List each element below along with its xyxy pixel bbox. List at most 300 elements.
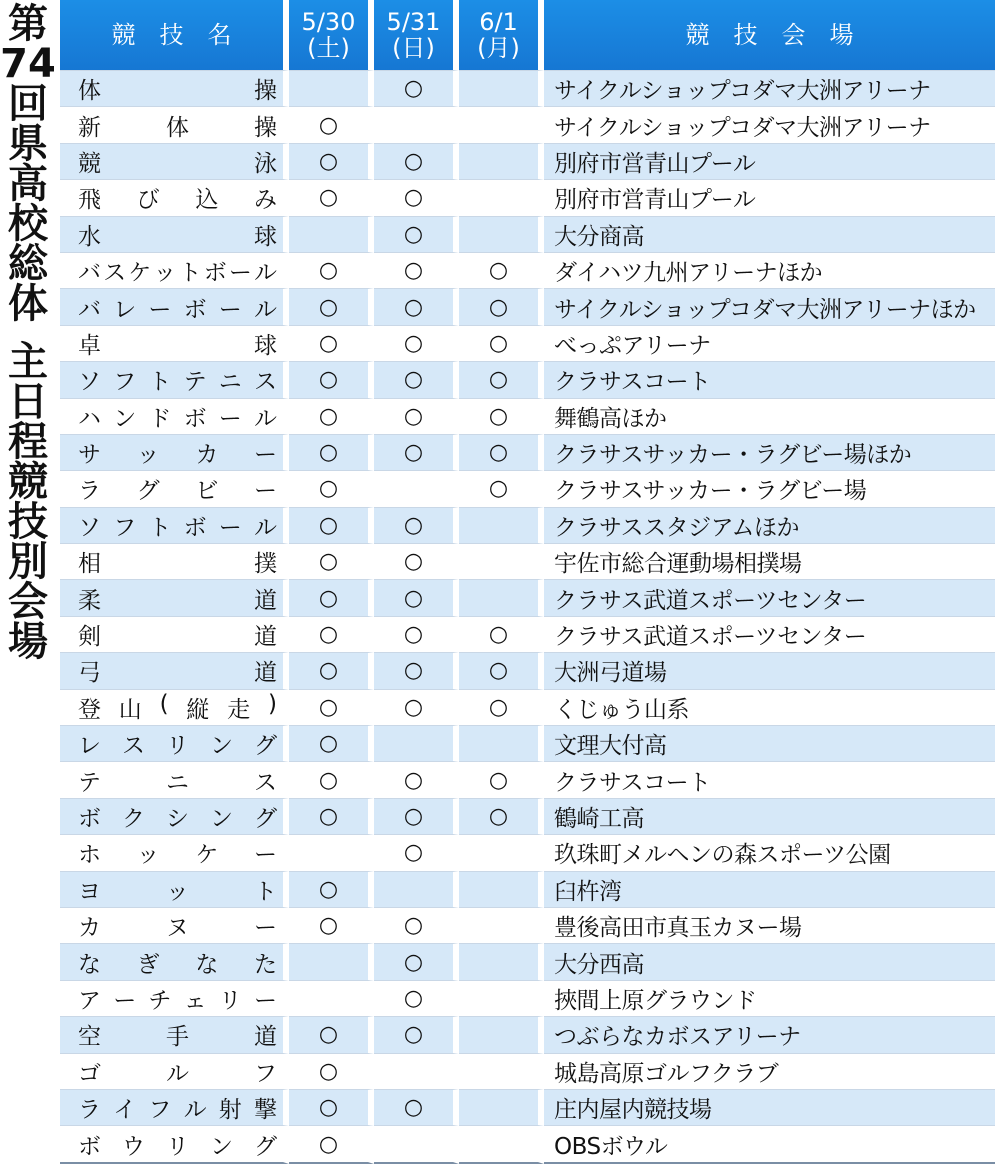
event-name: [60, 761, 289, 797]
event-name: [60, 543, 289, 579]
event-name-char: ボ: [78, 1133, 101, 1160]
table-row: [60, 1053, 995, 1089]
event-name-text: [78, 909, 277, 942]
schedule-table: [60, 0, 995, 1164]
table-row: [60, 507, 995, 543]
event-name-char: 走: [227, 696, 251, 723]
event-name-char: 相: [78, 551, 101, 578]
day-2-mark: ○: [374, 834, 459, 870]
event-name: [60, 179, 289, 215]
event-name-char: リ: [166, 733, 189, 760]
table-row: [60, 871, 995, 907]
day-1-mark: ○: [289, 616, 374, 652]
day-2-mark: ○: [374, 689, 459, 725]
event-name-char: 体: [166, 114, 189, 141]
side-title: [0, 1, 56, 665]
day-3-mark: [459, 725, 544, 761]
day-1-mark: ○: [289, 543, 374, 579]
event-name-char: み: [253, 187, 277, 214]
event-name-text: [78, 545, 277, 578]
table-row: [60, 907, 995, 943]
event-name-text: [78, 291, 277, 324]
table-row: [60, 70, 995, 106]
side-title-char: 日: [8, 379, 48, 425]
event-name-char: フ: [113, 514, 137, 541]
event-name-char: ケ: [195, 842, 219, 869]
event-name-char: た: [253, 951, 277, 978]
event-name-text: [78, 982, 277, 1015]
day-1-mark: ○: [289, 325, 374, 361]
day-3-mark: [459, 106, 544, 142]
table-row: [60, 325, 995, 361]
side-title-char: 場: [8, 619, 48, 665]
venue-name: OBSボウル: [544, 1125, 995, 1163]
event-name: [60, 798, 289, 834]
event-name-char: 撃: [253, 1097, 277, 1124]
table-row: [60, 470, 995, 506]
event-name-text: [78, 436, 277, 469]
event-name-char: ル: [183, 1097, 207, 1124]
event-name: [60, 106, 289, 142]
event-name-char: び: [136, 187, 160, 214]
table-row: [60, 216, 995, 252]
side-title-char: 技: [8, 499, 48, 545]
event-name-char: な: [195, 951, 219, 978]
event-name-char: ト: [254, 878, 277, 905]
day-1-mark: ○: [289, 579, 374, 615]
event-name-char: 操: [254, 78, 277, 105]
venue-name: サイクルショップコダマ大洲アリーナ: [544, 106, 995, 142]
event-name-char: ケ: [128, 260, 152, 287]
header-row: [60, 0, 995, 70]
table-row: [60, 689, 995, 725]
side-title-char: 会: [8, 579, 48, 625]
event-name-char: イ: [113, 1097, 137, 1124]
day-2-mark: [374, 106, 459, 142]
day-1-mark: ○: [289, 1125, 374, 1163]
header-day-weekday: (月): [477, 34, 520, 62]
event-name-char: ェ: [183, 987, 207, 1014]
table-row: [60, 652, 995, 688]
day-1-mark: ○: [289, 143, 374, 179]
event-name-text: [78, 145, 277, 178]
day-2-mark: [374, 470, 459, 506]
event-name-char: ー: [218, 405, 242, 432]
event-name: [60, 143, 289, 179]
table-row: [60, 616, 995, 652]
event-name-char: バ: [78, 296, 101, 323]
venue-name: 臼杵湾: [544, 871, 995, 907]
event-name-text: [78, 1091, 277, 1124]
event-name: [60, 1016, 289, 1052]
venue-name: 舞鶴高ほか: [544, 398, 995, 434]
day-3-mark: [459, 543, 544, 579]
event-name-char: テ: [78, 769, 101, 796]
event-name-char: ボ: [183, 514, 207, 541]
day-1-mark: ○: [289, 1089, 374, 1125]
day-2-mark: ○: [374, 361, 459, 397]
venue-name: クラサスコート: [544, 761, 995, 797]
day-3-mark: ○: [459, 761, 544, 797]
event-name: [60, 871, 289, 907]
event-name-char: 球: [254, 332, 277, 359]
event-name-char: ル: [253, 260, 277, 287]
day-3-mark: ○: [459, 398, 544, 434]
event-name-char: 道: [254, 1024, 277, 1051]
day-3-mark: ○: [459, 434, 544, 470]
event-name-char: 飛: [78, 187, 101, 214]
event-name-char: 射: [218, 1097, 242, 1124]
event-name-char: (: [159, 690, 169, 717]
event-name-text: [78, 618, 277, 651]
venue-name: ダイハツ九州アリーナほか: [544, 252, 995, 288]
event-name-text: [78, 873, 277, 906]
side-title-char: 回: [8, 81, 48, 127]
day-2-mark: ○: [374, 761, 459, 797]
day-3-mark: ○: [459, 361, 544, 397]
side-title-char: 体: [8, 281, 48, 327]
side-title-char: 程: [8, 419, 48, 465]
event-name-char: グ: [254, 1133, 277, 1160]
event-name-char: 操: [254, 114, 277, 141]
event-name-text: [78, 218, 277, 251]
event-name-char: グ: [136, 478, 160, 505]
event-name-text: [78, 727, 277, 760]
day-1-mark: [289, 834, 374, 870]
event-name-text: [78, 654, 277, 687]
table-row: [60, 980, 995, 1016]
venue-name: くじゅう山系: [544, 689, 995, 725]
venue-name: クラサス武道スポーツセンター: [544, 616, 995, 652]
event-name-char: 新: [78, 114, 101, 141]
day-3-mark: [459, 70, 544, 106]
day-3-mark: ○: [459, 652, 544, 688]
event-name-char: ボ: [203, 260, 227, 287]
event-name-char: ッ: [136, 842, 160, 869]
day-1-mark: ○: [289, 1016, 374, 1052]
day-1-mark: [289, 70, 374, 106]
table-row: [60, 798, 995, 834]
event-name-char: ぎ: [136, 951, 160, 978]
day-3-mark: [459, 980, 544, 1016]
event-name-char: ラ: [78, 1097, 101, 1124]
day-3-mark: ○: [459, 288, 544, 324]
day-1-mark: ○: [289, 434, 374, 470]
venue-name: クラサスコート: [544, 361, 995, 397]
event-name-char: 手: [166, 1024, 189, 1051]
day-1-mark: ○: [289, 761, 374, 797]
day-2-mark: ○: [374, 652, 459, 688]
venue-name: 大洲弓道場: [544, 652, 995, 688]
day-3-mark: [459, 871, 544, 907]
day-2-mark: ○: [374, 579, 459, 615]
event-name-char: 空: [78, 1024, 101, 1051]
day-2-mark: [374, 1053, 459, 1089]
day-3-mark: [459, 216, 544, 252]
day-3-mark: [459, 1125, 544, 1163]
event-name-char: 山: [118, 696, 142, 723]
header-day-weekday: (土): [307, 34, 350, 62]
event-name-text: [78, 946, 277, 979]
event-name: [60, 907, 289, 943]
event-name-char: ス: [103, 260, 127, 287]
day-3-mark: [459, 1016, 544, 1052]
day-2-mark: ○: [374, 980, 459, 1016]
venue-name: 挾間上原グラウンド: [544, 980, 995, 1016]
venue-name: 別府市営青山プール: [544, 143, 995, 179]
side-title-number: 74: [0, 41, 56, 87]
header-event: 競 技 名: [60, 0, 289, 70]
event-name-text: [78, 1055, 277, 1088]
day-3-mark: ○: [459, 689, 544, 725]
event-name-char: ン: [113, 405, 137, 432]
side-title-char: 第: [8, 1, 48, 47]
event-name-char: ー: [218, 296, 242, 323]
event-name-char: ビ: [195, 478, 219, 505]
day-1-mark: ○: [289, 470, 374, 506]
event-name-char: 剣: [78, 624, 101, 651]
table-row: [60, 725, 995, 761]
venue-name: クラサスサッカー・ラグビー場: [544, 470, 995, 506]
day-1-mark: ○: [289, 871, 374, 907]
event-name: [60, 398, 289, 434]
day-3-mark: [459, 1053, 544, 1089]
day-3-mark: ○: [459, 798, 544, 834]
event-name-char: な: [78, 951, 101, 978]
event-name: [60, 252, 289, 288]
day-2-mark: [374, 871, 459, 907]
day-1-mark: ○: [289, 1053, 374, 1089]
event-name-char: 登: [78, 696, 101, 723]
event-name: [60, 1125, 289, 1163]
event-name-char: ス: [254, 769, 277, 796]
event-name-char: ー: [218, 514, 242, 541]
day-1-mark: ○: [289, 361, 374, 397]
event-name: [60, 579, 289, 615]
event-name-char: 縦: [186, 696, 210, 723]
event-name: [60, 434, 289, 470]
day-1-mark: [289, 216, 374, 252]
event-name-char: ソ: [78, 514, 101, 541]
event-name-text: [78, 472, 277, 505]
event-name-text: [78, 363, 277, 396]
day-2-mark: ○: [374, 179, 459, 215]
venue-name: べっぷアリーナ: [544, 325, 995, 361]
event-name-char: ボ: [183, 296, 207, 323]
event-name-char: ホ: [78, 842, 101, 869]
event-name-char: 卓: [78, 332, 101, 359]
table-row: [60, 543, 995, 579]
day-1-mark: ○: [289, 288, 374, 324]
side-title-char: 競: [8, 459, 48, 505]
table-row: [60, 834, 995, 870]
day-2-mark: [374, 1125, 459, 1163]
venue-name: 城島高原ゴルフクラブ: [544, 1053, 995, 1089]
event-name-char: ボ: [183, 405, 207, 432]
venue-name: つぶらなカボスアリーナ: [544, 1016, 995, 1052]
event-name-text: [78, 509, 277, 542]
event-name-text: [78, 1128, 277, 1161]
side-title-char: 別: [8, 539, 48, 585]
day-1-mark: ○: [289, 507, 374, 543]
event-name-char: ン: [210, 1133, 233, 1160]
event-name: [60, 725, 289, 761]
event-name-char: ソ: [78, 369, 101, 396]
event-name-char: リ: [166, 1133, 189, 1160]
day-3-mark: ○: [459, 470, 544, 506]
venue-name: 大分商高: [544, 216, 995, 252]
event-name-char: ー: [148, 296, 172, 323]
day-3-mark: ○: [459, 616, 544, 652]
event-name-text: [78, 181, 277, 214]
day-3-mark: [459, 834, 544, 870]
header-day-date: 6/1: [479, 8, 518, 36]
day-1-mark: ○: [289, 798, 374, 834]
venue-name: 鶴崎工高: [544, 798, 995, 834]
venue-name: サイクルショップコダマ大洲アリーナほか: [544, 288, 995, 324]
event-name: [60, 1053, 289, 1089]
day-1-mark: [289, 943, 374, 979]
event-name-char: ハ: [78, 405, 101, 432]
venue-name: サイクルショップコダマ大洲アリーナ: [544, 70, 995, 106]
day-3-mark: [459, 579, 544, 615]
table-row: [60, 398, 995, 434]
day-3-mark: [459, 507, 544, 543]
venue-name: 大分西高: [544, 943, 995, 979]
venue-name: クラサススタジアムほか: [544, 507, 995, 543]
table-row: [60, 1125, 995, 1163]
event-name-char: ッ: [136, 442, 160, 469]
day-2-mark: [374, 725, 459, 761]
event-name-char: テ: [183, 369, 207, 396]
event-name-text: [78, 1018, 277, 1051]
table-row: [60, 1016, 995, 1052]
event-name-char: ッ: [166, 878, 189, 905]
event-name-char: ヌ: [166, 915, 189, 942]
event-name-char: ボ: [78, 806, 101, 832]
venue-name: 庄内屋内競技場: [544, 1089, 995, 1125]
day-3-mark: ○: [459, 325, 544, 361]
table-row: [60, 579, 995, 615]
event-name-char: ー: [253, 478, 277, 505]
day-2-mark: ○: [374, 616, 459, 652]
header-day-date: 5/30: [301, 8, 356, 36]
event-name-char: ゴ: [78, 1060, 101, 1087]
table-body: [60, 70, 995, 1164]
event-name-text: [78, 72, 277, 105]
event-name: [60, 943, 289, 979]
event-name: [60, 325, 289, 361]
event-name-char: ン: [210, 733, 233, 760]
day-2-mark: ○: [374, 543, 459, 579]
table-row: [60, 761, 995, 797]
event-name-char: ラ: [78, 478, 101, 505]
event-name-char: リ: [218, 987, 242, 1014]
venue-name: 別府市営青山プール: [544, 179, 995, 215]
event-name: [60, 652, 289, 688]
event-name-char: カ: [78, 915, 101, 942]
event-name-char: ニ: [166, 769, 189, 796]
event-name-char: レ: [78, 733, 101, 760]
event-name: [60, 216, 289, 252]
event-name-char: ヨ: [78, 878, 101, 905]
venue-name: クラサス武道スポーツセンター: [544, 579, 995, 615]
event-name-char: ー: [253, 842, 277, 869]
event-name-text: [78, 836, 277, 869]
table-row: [60, 143, 995, 179]
event-name-char: ト: [148, 369, 172, 396]
event-name-char: 柔: [78, 587, 101, 614]
day-2-mark: ○: [374, 943, 459, 979]
event-name-char: ニ: [218, 369, 242, 396]
day-1-mark: ○: [289, 725, 374, 761]
event-name-char: レ: [113, 296, 137, 323]
event-name: [60, 361, 289, 397]
day-2-mark: ○: [374, 325, 459, 361]
event-name-text: [78, 254, 277, 287]
day-1-mark: ○: [289, 652, 374, 688]
event-name-text: [78, 327, 277, 360]
table-row: [60, 1089, 995, 1125]
side-title-char: 校: [8, 201, 48, 247]
event-name-char: ア: [78, 987, 101, 1014]
table-row: [60, 361, 995, 397]
event-name-text: [78, 582, 277, 615]
venue-name: クラサスサッカー・ラグビー場ほか: [544, 434, 995, 470]
event-name-text: [78, 800, 277, 833]
day-2-mark: ○: [374, 143, 459, 179]
table-row: [60, 106, 995, 142]
day-1-mark: ○: [289, 689, 374, 725]
event-name-char: フ: [113, 369, 137, 396]
event-name: [60, 1089, 289, 1125]
event-name: [60, 470, 289, 506]
venue-name: 豊後高田市真玉カヌー場: [544, 907, 995, 943]
day-2-mark: ○: [374, 798, 459, 834]
day-3-mark: [459, 1089, 544, 1125]
day-2-mark: ○: [374, 70, 459, 106]
event-name-char: ッ: [153, 260, 177, 287]
event-name-text: [78, 764, 277, 797]
day-1-mark: ○: [289, 106, 374, 142]
event-name-char: ル: [253, 405, 277, 432]
table-row: [60, 288, 995, 324]
event-name-char: ): [267, 690, 277, 717]
venue-name: 宇佐市総合運動場相撲場: [544, 543, 995, 579]
day-2-mark: ○: [374, 216, 459, 252]
side-title-char: 総: [8, 241, 48, 287]
event-name-char: 道: [254, 587, 277, 614]
event-name-text: [78, 109, 277, 142]
header-day-3: [459, 0, 544, 70]
event-name-char: 道: [254, 624, 277, 651]
day-2-mark: ○: [374, 434, 459, 470]
event-name-char: ー: [253, 987, 277, 1014]
event-name-char: フ: [148, 1097, 172, 1124]
event-name-char: シ: [166, 806, 189, 832]
header-day-weekday: (日): [392, 34, 435, 62]
day-3-mark: [459, 907, 544, 943]
event-name-char: グ: [254, 806, 277, 832]
day-2-mark: ○: [374, 1016, 459, 1052]
day-2-mark: ○: [374, 398, 459, 434]
day-2-mark: ○: [374, 507, 459, 543]
event-name-char: フ: [254, 1060, 277, 1087]
event-name-char: 水: [78, 223, 101, 250]
day-3-mark: [459, 943, 544, 979]
event-name-char: ー: [253, 442, 277, 469]
day-1-mark: [289, 980, 374, 1016]
